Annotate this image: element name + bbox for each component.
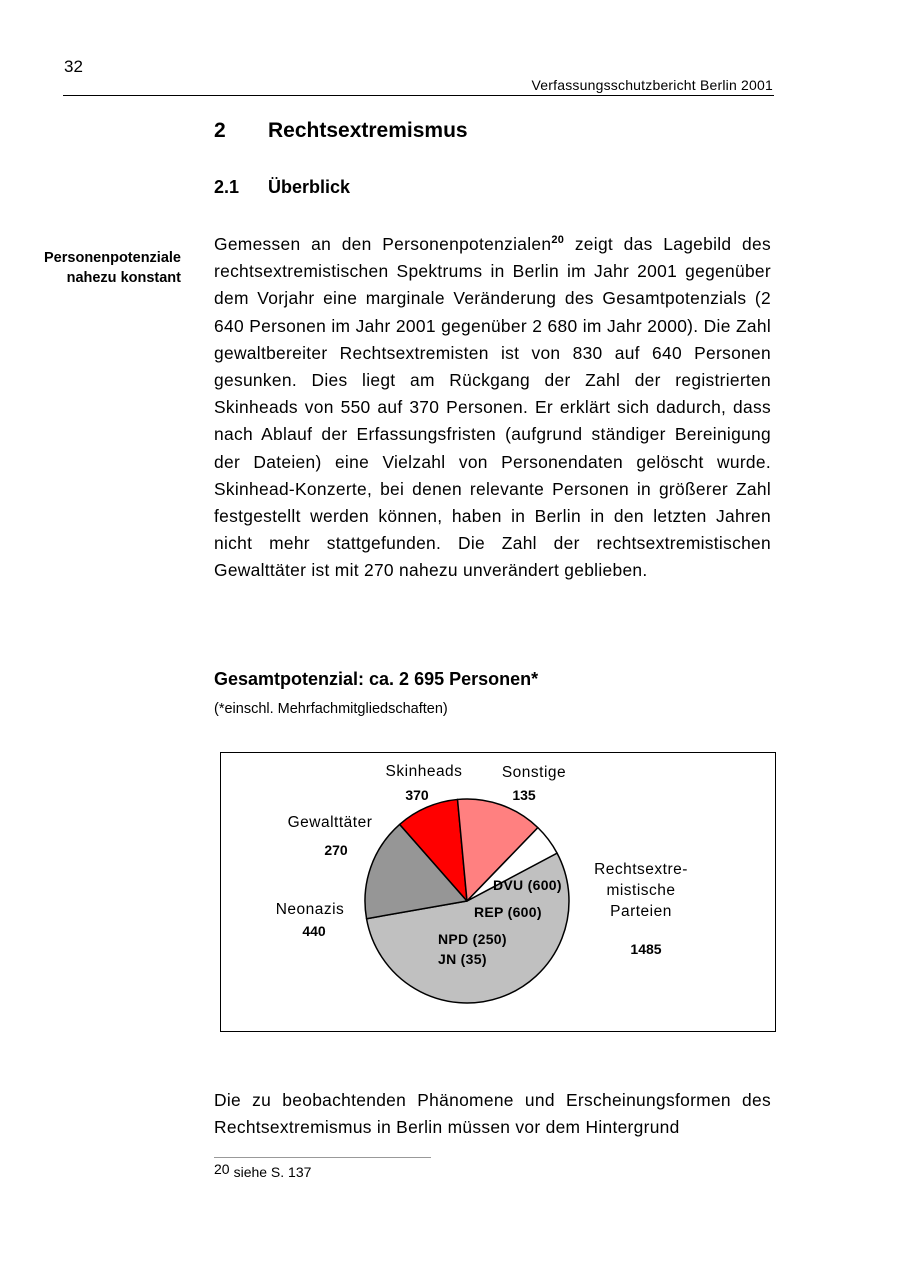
pie-label-sonstige: Sonstige bbox=[501, 764, 567, 781]
section-heading bbox=[214, 177, 350, 198]
chart-note: (*einschl. Mehrfachmitgliedschaften) bbox=[214, 701, 448, 717]
pie-breakdown-label-2: REP (600) bbox=[474, 904, 542, 920]
section-number: 2.1 bbox=[214, 177, 240, 197]
footnote-rule bbox=[214, 1157, 431, 1158]
footnote-number: 20 bbox=[214, 1161, 230, 1177]
footnote bbox=[214, 1161, 312, 1180]
chart-title: Gesamtpotenzial: ca. 2 695 Personen* bbox=[214, 669, 539, 689]
pie-label-rechtsextremistische-parteien-line-2: mistische bbox=[606, 882, 676, 899]
paragraph-1-start: Gemessen an den Personenpotenzialen bbox=[214, 234, 552, 254]
paragraph-1 bbox=[214, 231, 771, 585]
pie-value-gewalttaeter: 270 bbox=[324, 842, 348, 858]
pie-label-rechtsextremistische-parteien-line-3: Parteien bbox=[610, 903, 672, 920]
pie-breakdown-label-4: JN (35) bbox=[438, 951, 487, 967]
margin-note-line-2: nahezu konstant bbox=[66, 270, 181, 286]
footnote-reference[interactable]: 20 bbox=[551, 234, 565, 246]
section-title: Überblick bbox=[268, 177, 351, 197]
pie-breakdown-label-1: DVU (600) bbox=[493, 877, 562, 893]
pie-chart-frame bbox=[220, 752, 776, 1032]
header-rule bbox=[63, 95, 774, 96]
pie-value-neonazis: 440 bbox=[302, 923, 326, 939]
footnote-text: siehe S. 137 bbox=[233, 1164, 312, 1180]
paragraph-1-rest: zeigt das Lagebild des rechtsextremistischen Spektrums in Berlin im Jahr 2001 gegenüber dem Vorjahr eine marginale Veränderung des Gesamtpotenzials (2 640 Personen im Jahr 2001 gegenüber 2 680 im Jahr 2000). Die Zahl gewaltbereiter Rechtsextremisten ist von 830 auf 640 Personen gesunken. Dies liegt am Rückgang der Zahl der registrierten Skinheads von 550 auf 370 Personen. Er erklärt sich dadurch, dass nach Ablauf der Erfassungsfristen (aufgrund ständiger Bereinigung der Dateien) eine Vielzahl von Personendaten gelöscht wurde. Skinhead-Konzerte, bei denen relevante Personen in größerer Zahl festgestellt werden können, haben in Berlin in den letzten Jahren nicht mehr stattgefunden. Die Zahl der rechtsextremistischen Gewalttäter ist mit 270 nahezu unverändert geblieben. bbox=[214, 234, 771, 581]
pie-label-gewalttaeter: Gewalttäter bbox=[287, 814, 373, 831]
pie-chart bbox=[221, 753, 775, 1031]
margin-note-line-1: Personenpotenziale bbox=[44, 250, 181, 266]
pie-value-rechtsextremistische-parteien: 1485 bbox=[630, 941, 662, 957]
page-number: 32 bbox=[64, 57, 83, 76]
pie-label-rechtsextremistische-parteien-line-1: Rechtsextre- bbox=[594, 861, 688, 878]
running-header: Verfassungsschutzbericht Berlin 2001 bbox=[531, 77, 773, 93]
chapter-heading bbox=[214, 119, 468, 143]
margin-note bbox=[44, 248, 181, 288]
pie-label-neonazis: Neonazis bbox=[275, 901, 345, 918]
paragraph-2: Die zu beobachtenden Phänomene und Erscheinungsformen des Rechtsextremismus in Berlin müssen vor dem Hintergrund bbox=[214, 1090, 771, 1138]
pie-value-sonstige: 135 bbox=[512, 787, 536, 803]
pie-breakdown-label-3: NPD (250) bbox=[438, 931, 507, 947]
chapter-title: Rechtsextremismus bbox=[268, 119, 468, 142]
pie-value-skinheads: 370 bbox=[405, 787, 429, 803]
pie-label-skinheads: Skinheads bbox=[385, 763, 463, 780]
chapter-number: 2 bbox=[214, 119, 226, 142]
